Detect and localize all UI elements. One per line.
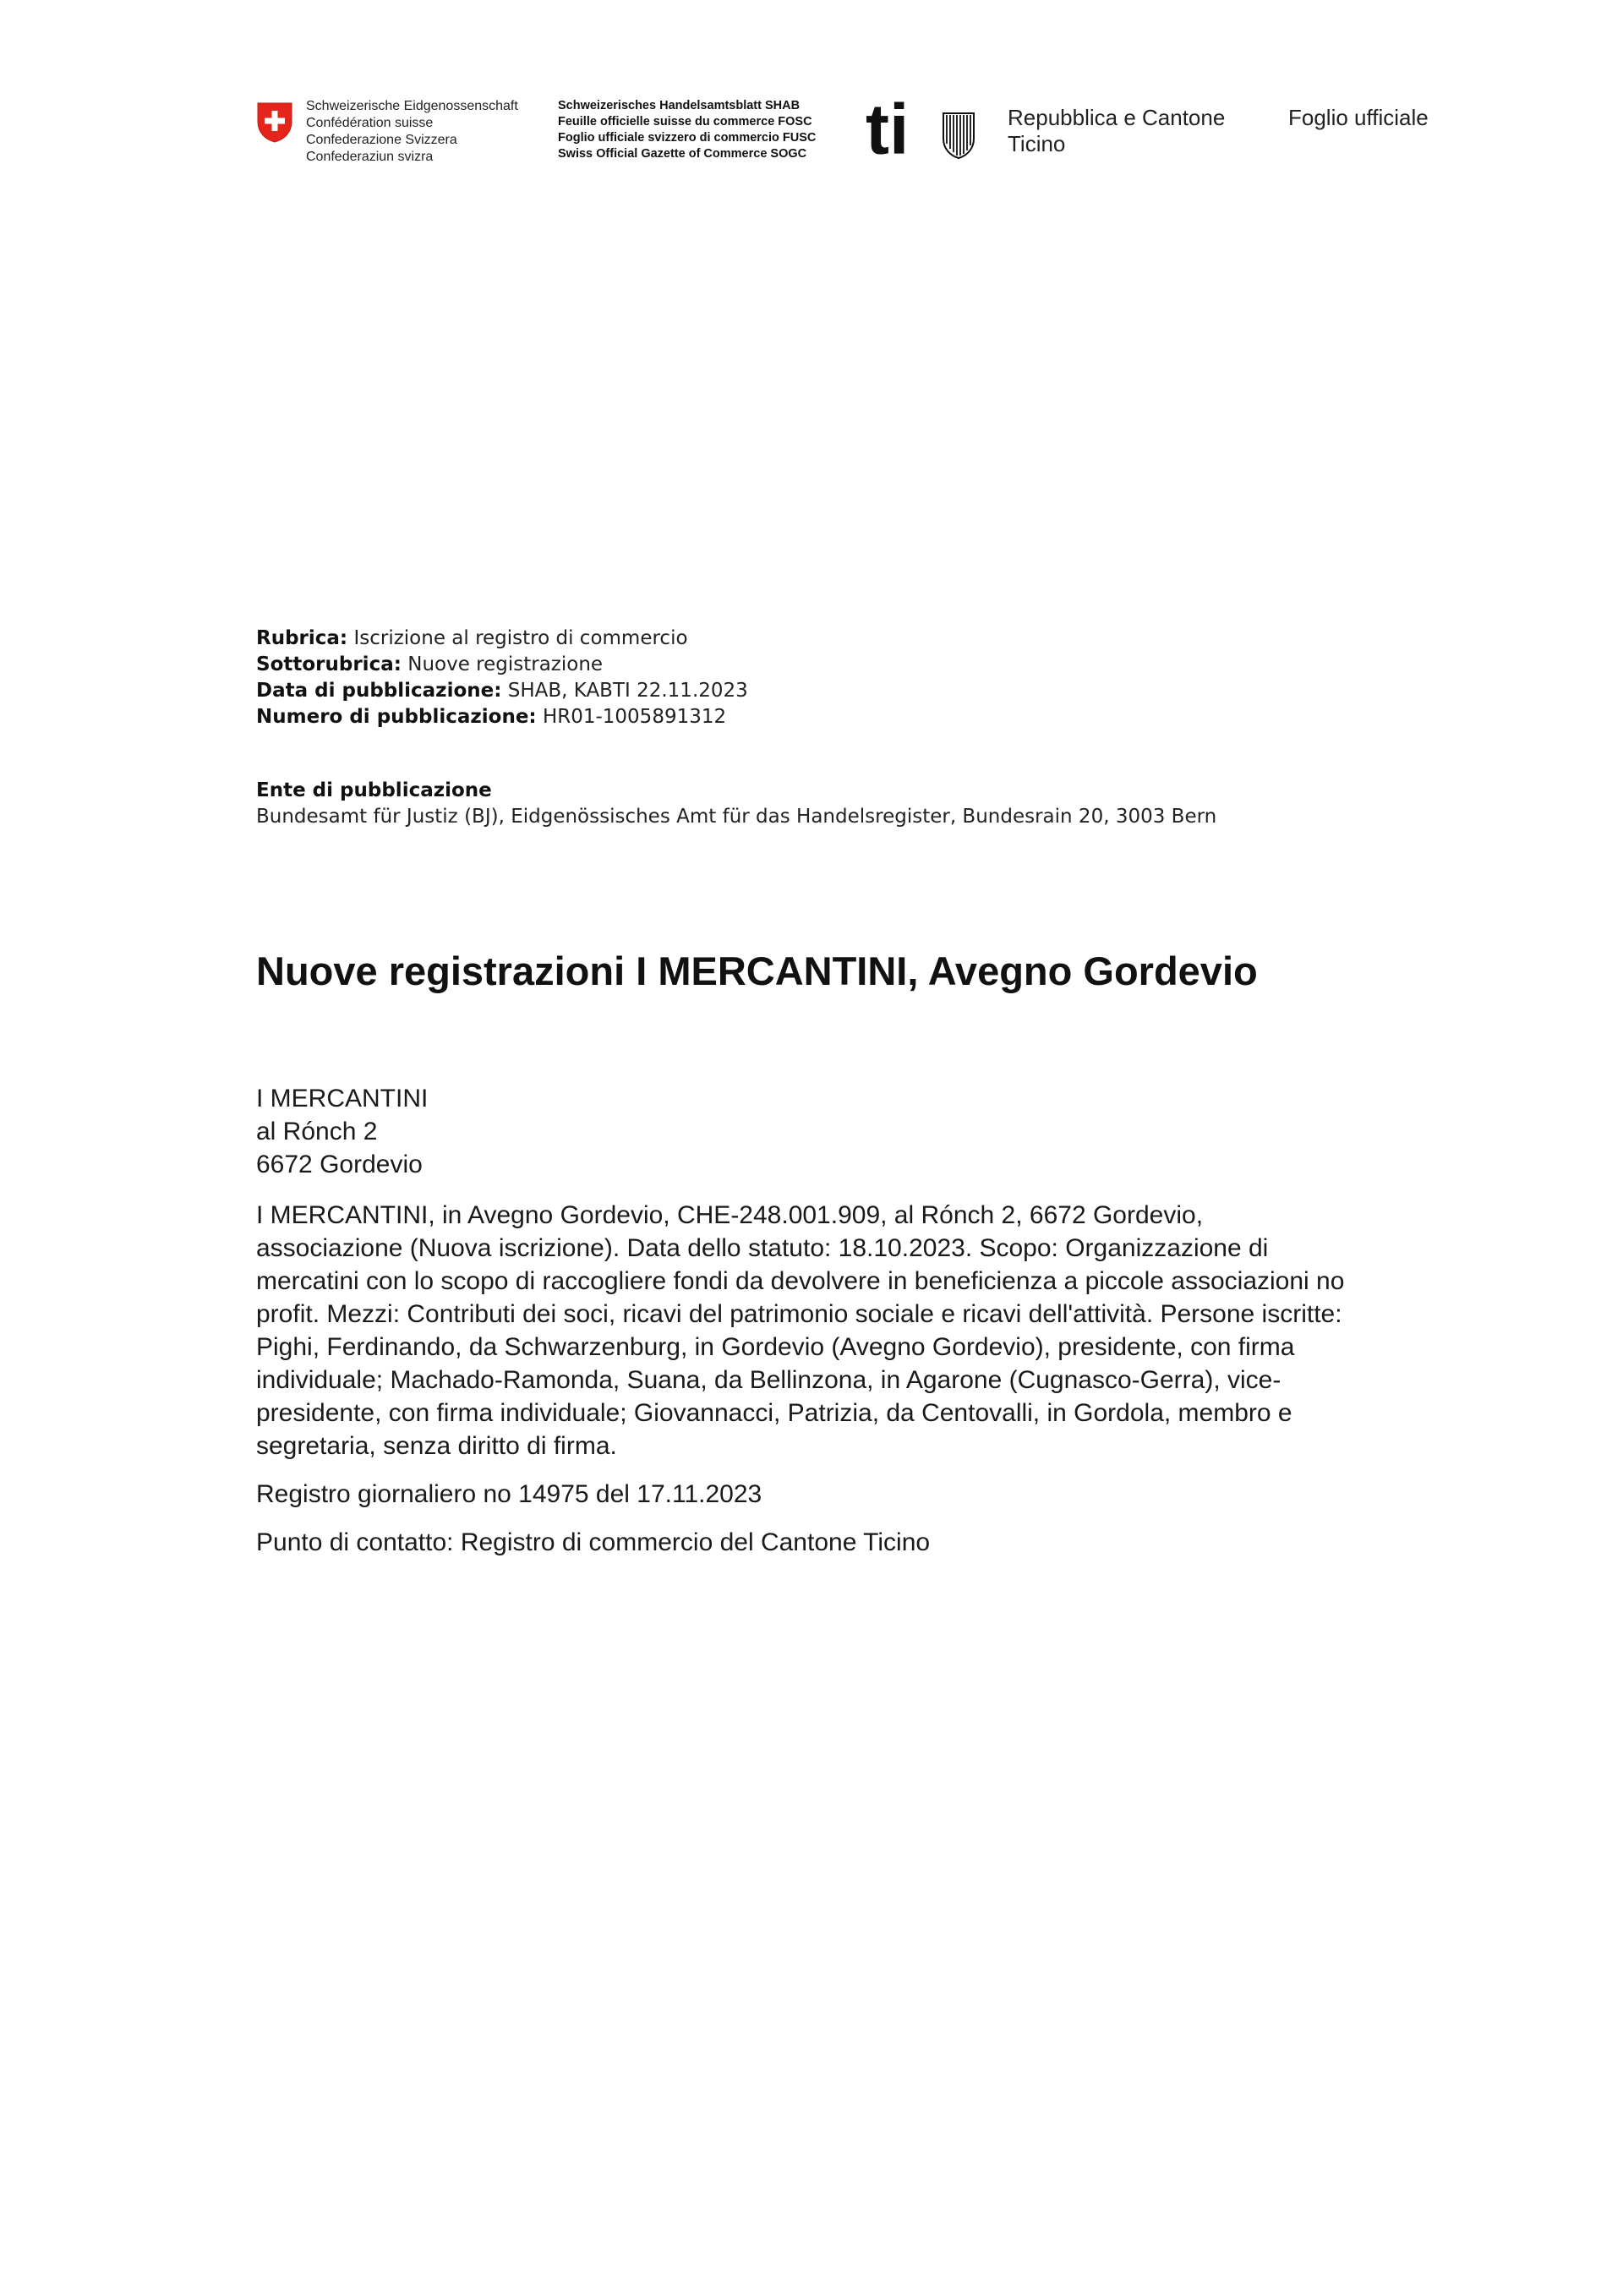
gazette-name-fr: Feuille officielle suisse du commerce FOSC bbox=[558, 115, 812, 128]
swiss-shield-icon bbox=[255, 101, 294, 144]
publication-body bbox=[256, 1199, 1355, 1559]
gazette-name-en: Swiss Official Gazette of Commerce SOGC bbox=[558, 147, 807, 161]
ente-pubblicazione bbox=[256, 778, 1216, 830]
numero-pubblicazione-value: HR01-1005891312 bbox=[542, 706, 727, 728]
page-header bbox=[0, 95, 1623, 179]
numero-pubblicazione-label: Numero di pubblicazione: bbox=[256, 706, 537, 728]
sottorubrica-row bbox=[256, 652, 748, 678]
canton-name-line-2: Ticino bbox=[1008, 131, 1066, 156]
gazette-names bbox=[558, 98, 816, 162]
canton-name bbox=[1008, 105, 1225, 157]
address-line-name: I MERCANTINI bbox=[256, 1085, 429, 1112]
confederation-name-it: Confederazione Svizzera bbox=[306, 133, 457, 147]
canton-name-line-1: Repubblica e Cantone bbox=[1008, 105, 1226, 130]
sottorubrica-value: Nuove registrazione bbox=[407, 653, 604, 675]
data-pubblicazione-value: SHAB, KABTI 22.11.2023 bbox=[507, 680, 748, 702]
gazette-name-it: Foglio ufficiale svizzero di commercio FUSC bbox=[558, 131, 817, 145]
gazette-name-de: Schweizerisches Handelsamtsblatt SHAB bbox=[558, 99, 801, 112]
rubrica-value: Iscrizione al registro di commercio bbox=[353, 627, 688, 649]
ente-value: Bundesamt für Justiz (BJ), Eidgenössisches Amt für das Handelsregister, Bundesrain 20, 3003 Bern bbox=[256, 806, 1217, 828]
foglio-ufficiale-label: Foglio ufficiale bbox=[1288, 105, 1429, 130]
sottorubrica-label: Sottorubrica: bbox=[256, 653, 402, 675]
address-line-city: 6672 Gordevio bbox=[256, 1151, 423, 1178]
registro-giornaliero: Registro giornaliero no 14975 del 17.11.2023 bbox=[256, 1480, 762, 1508]
punto-di-contatto: Punto di contatto: Registro di commercio del Cantone Ticino bbox=[256, 1528, 931, 1556]
company-address bbox=[256, 1082, 428, 1181]
publication-meta bbox=[256, 626, 748, 730]
numero-pubblicazione-row bbox=[256, 704, 748, 730]
data-pubblicazione-row bbox=[256, 678, 748, 704]
ticino-logo-icon bbox=[866, 96, 975, 161]
data-pubblicazione-label: Data di pubblicazione: bbox=[256, 680, 502, 702]
page-title: Nuove registrazioni I MERCANTINI, Avegno Gordevio bbox=[256, 948, 1258, 993]
registration-paragraph: I MERCANTINI, in Avegno Gordevio, CHE-248.001.909, al Rónch 2, 6672 Gordevio, associazione (Nuova iscrizione). Data dello statuto: 18.10.2023. Scopo: Organizzazione di mercatini con lo scopo di raccogliere fondi da devolvere in beneficienza a piccole associazioni no profit. Mezzi: Contributi dei soci, ricavi del patrimonio sociale e ricavi dell'attività. Persone iscritte: Pighi, Ferdinando, da Schwarzenburg, in Gordevio (Avegno Gordevio), presidente, con firma individuale; Machado-Ramonda, Suana, da Bellinzona, in Agarone (Cugnasco-Gerra), vice-presidente, con firma individuale; Giovannacci, Patrizia, da Centovalli, in Gordola, membro e segretaria, senza diritto di firma. bbox=[256, 1201, 1345, 1460]
ticino-logo-text: ti bbox=[866, 96, 910, 161]
confederation-name-fr: Confédération suisse bbox=[306, 116, 434, 130]
ticino-shield-icon bbox=[943, 113, 974, 158]
confederation-name-de: Schweizerische Eidgenossenschaft bbox=[306, 99, 518, 113]
address-line-street: al Rónch 2 bbox=[256, 1118, 378, 1145]
ente-label: Ente di pubblicazione bbox=[256, 779, 492, 801]
confederation-names bbox=[306, 98, 518, 166]
rubrica-label: Rubrica: bbox=[256, 627, 348, 649]
rubrica-row bbox=[256, 626, 748, 652]
confederation-name-rm: Confederaziun svizra bbox=[306, 150, 434, 164]
